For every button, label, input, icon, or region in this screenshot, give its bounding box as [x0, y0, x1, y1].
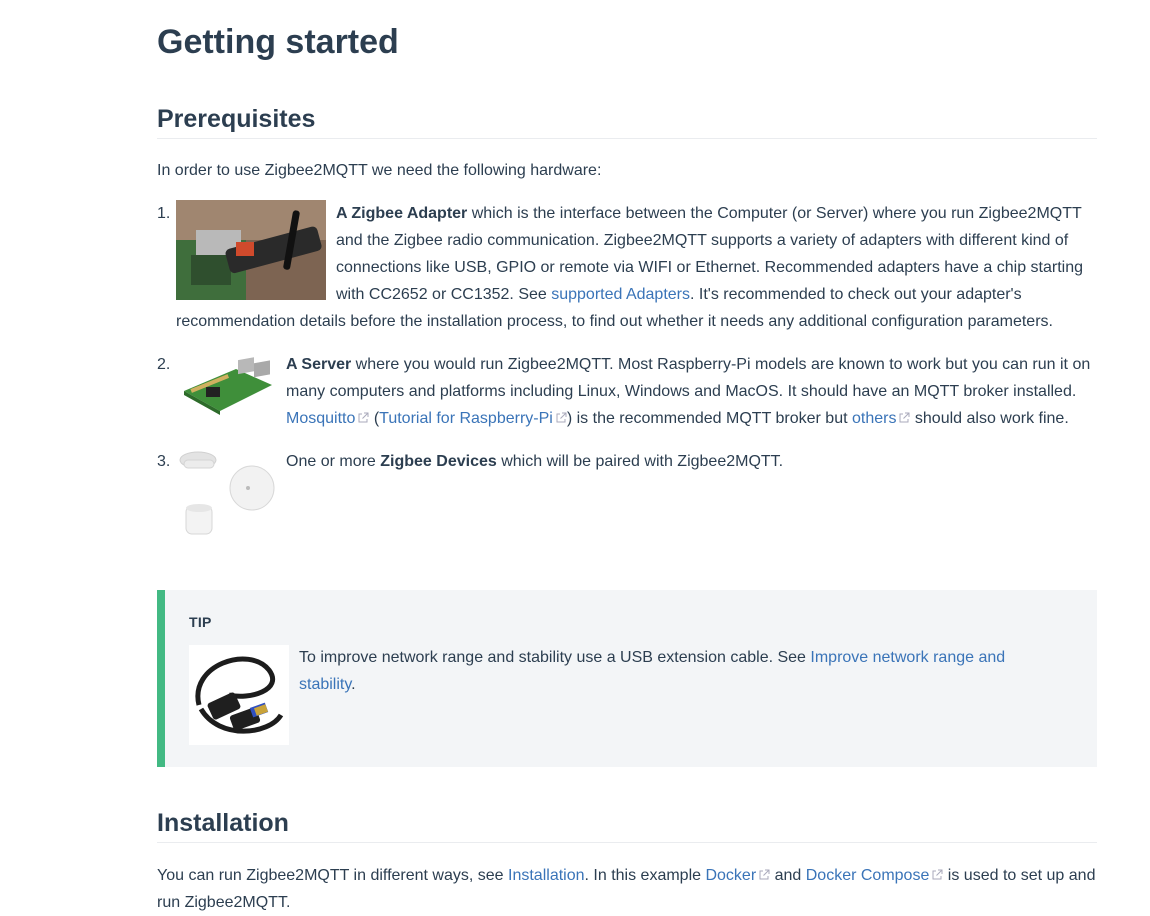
- list-item-server: [157, 351, 1097, 432]
- docker-compose-link-label: Docker Compose: [805, 867, 930, 884]
- list-item-adapter: [157, 200, 1097, 335]
- docker-link[interactable]: [705, 867, 770, 884]
- prerequisites-heading: Prerequisites: [157, 102, 1097, 139]
- list-number: 2.: [157, 356, 171, 373]
- docker-compose-link[interactable]: [806, 867, 944, 884]
- devices-title: Zigbee Devices: [380, 453, 497, 470]
- devices-text-post: which will be paired with Zigbee2MQTT.: [496, 453, 784, 470]
- installation-heading: Installation: [157, 806, 1097, 843]
- server-description: [176, 351, 1097, 432]
- list-number: 3.: [157, 453, 171, 470]
- server-text-paren: (: [369, 410, 380, 427]
- devices-text-pre: One or more: [286, 453, 381, 470]
- devices-description: [176, 448, 1097, 475]
- usb-extension-cable-image: [189, 645, 289, 745]
- external-link-icon: [758, 869, 770, 881]
- hardware-list: [157, 200, 1097, 556]
- others-link-label: others: [851, 410, 897, 427]
- mosquitto-link-label: Mosquitto: [286, 410, 356, 427]
- external-link-icon: [931, 869, 943, 881]
- prerequisites-intro: In order to use Zigbee2MQTT we need the following hardware:: [157, 162, 602, 179]
- raspberry-pi-image: [176, 351, 276, 421]
- adapter-text-end: . It's recommended to check out your adapter's recommendation details before the installation process, to find out whether it needs any additional configuration parameters.: [176, 286, 1053, 330]
- external-link-icon: [357, 412, 369, 424]
- installation-text-mid: . In this example: [584, 867, 706, 884]
- docker-link-label: Docker: [705, 867, 757, 884]
- external-link-icon: [555, 412, 567, 424]
- server-text-mid: ) is the recommended MQTT broker but: [566, 410, 852, 427]
- tutorial-link-label: Tutorial for Raspberry-Pi: [379, 410, 553, 427]
- list-item-devices: [157, 448, 1097, 540]
- tip-text-end: .: [351, 676, 356, 693]
- tip-text: [299, 644, 1029, 698]
- tip-text-body: To improve network range and stability use a USB extension cable. See: [299, 649, 811, 666]
- page-title: Getting started: [157, 23, 399, 61]
- server-title: A Server: [286, 356, 352, 373]
- others-link[interactable]: [852, 410, 910, 427]
- tutorial-raspberry-pi-link[interactable]: [379, 410, 567, 427]
- supported-adapters-link[interactable]: supported Adapters: [551, 286, 690, 303]
- zigbee-devices-image: [176, 448, 276, 540]
- installation-text: [157, 862, 1097, 916]
- installation-text-end: is used to set up and run Zigbee2MQTT.: [157, 867, 1096, 911]
- mosquitto-link[interactable]: [286, 410, 369, 427]
- external-link-icon: [898, 412, 910, 424]
- installation-link[interactable]: Installation: [508, 867, 585, 884]
- adapter-text: which is the interface between the Computer (or Server) where you run Zigbee2MQTT and the Zigbee radio communication. Zigbee2MQTT supports a variety of adapters with different kind of connections like USB, GPIO or remote via WIFI or Ethernet. Recommended adapters have a chip starting with CC2652 or CC1352. See: [336, 205, 1084, 303]
- zigbee-adapter-image: [176, 200, 326, 300]
- server-text-end: should also work fine.: [910, 410, 1069, 427]
- installation-text-start: You can run Zigbee2MQTT in different ways, see: [157, 867, 509, 884]
- improve-network-range-link[interactable]: Improve network range and stability: [299, 649, 1006, 693]
- tip-title: TIP: [189, 614, 212, 630]
- installation-text-and: and: [770, 867, 806, 884]
- adapter-title: A Zigbee Adapter: [336, 205, 468, 222]
- tip-box: [157, 590, 1097, 767]
- list-number: 1.: [157, 205, 171, 222]
- server-text: where you would run Zigbee2MQTT. Most Raspberry-Pi models are known to work but you can run it on many computers and platforms including Linux, Windows and MacOS. It should have an MQTT broker installed.: [286, 356, 1091, 400]
